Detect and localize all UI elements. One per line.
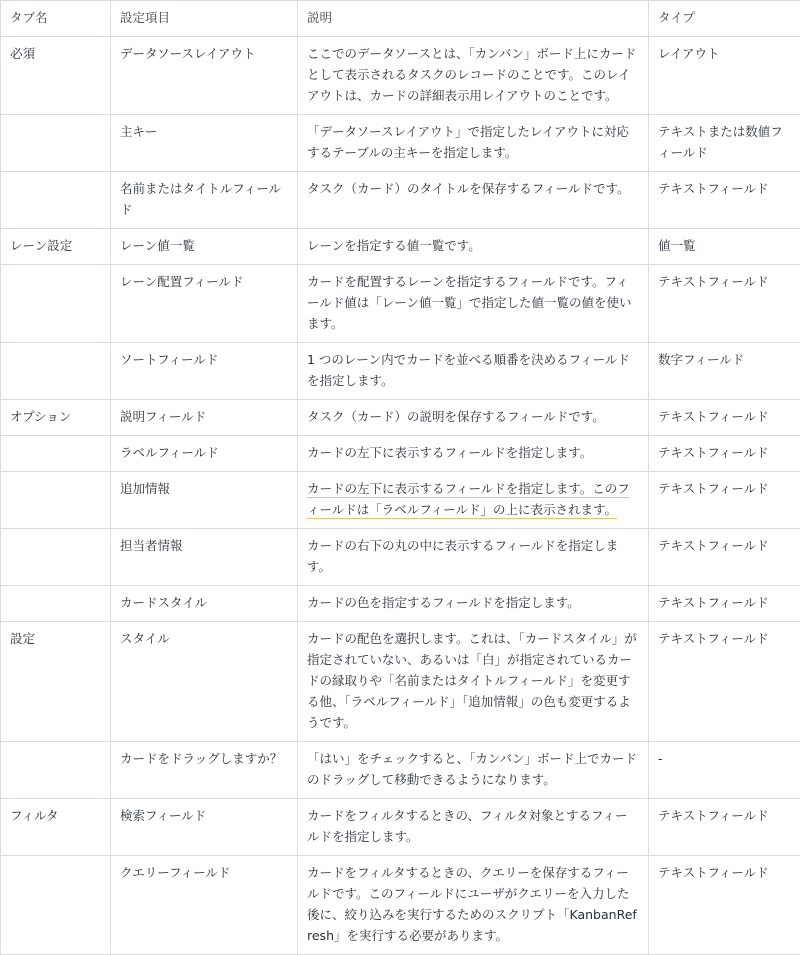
header-tab-name: タブ名 bbox=[1, 1, 111, 37]
cell-tab bbox=[1, 529, 111, 586]
cell-desc: カードの色を指定するフィールドを指定します。 bbox=[298, 586, 649, 622]
table-row bbox=[1, 856, 800, 955]
cell-desc: タスク（カード）のタイトルを保存するフィールドです。 bbox=[298, 172, 649, 229]
cell-type: テキストフィールド bbox=[649, 856, 800, 955]
cell-tab bbox=[1, 115, 111, 172]
highlighted-text: カードの左下に表示するフィールドを指定します。このフィールドは「ラベルフィールド」の上に表示されます。 bbox=[307, 481, 630, 519]
cell-desc: カードの配色を選択します。これは、「カードスタイル」が指定されていない、あるいは「白」が指定されているカードの縁取りや「名前またはタイトルフィールド」を変更する他、「ラベルフィールド」「追加情報」の色も変更するようです。 bbox=[298, 622, 649, 742]
cell-item: 検索フィールド bbox=[111, 799, 298, 856]
cell-desc: カードをフィルタするときの、フィルタ対象とするフィールドを指定します。 bbox=[298, 799, 649, 856]
cell-tab: レーン設定 bbox=[1, 229, 111, 265]
cell-type: テキストフィールド bbox=[649, 529, 800, 586]
header-description: 説明 bbox=[298, 1, 649, 37]
cell-item: 主キー bbox=[111, 115, 298, 172]
cell-tab bbox=[1, 343, 111, 400]
table-row bbox=[1, 265, 800, 343]
table-row bbox=[1, 37, 800, 115]
cell-tab bbox=[1, 472, 111, 529]
cell-tab bbox=[1, 172, 111, 229]
cell-tab bbox=[1, 586, 111, 622]
header-type: タイプ bbox=[649, 1, 800, 37]
cell-desc-highlighted bbox=[298, 472, 649, 529]
cell-type: テキストフィールド bbox=[649, 622, 800, 742]
cell-item: 追加情報 bbox=[111, 472, 298, 529]
table-row bbox=[1, 586, 800, 622]
cell-desc: カードの右下の丸の中に表示するフィールドを指定します。 bbox=[298, 529, 649, 586]
cell-desc: カードをフィルタするときの、クエリーを保存するフィールドです。このフィールドにユーザがクエリーを入力した後に、絞り込みを実行するためのスクリプト「KanbanRefresh」を実行する必要があります。 bbox=[298, 856, 649, 955]
cell-type: 数字フィールド bbox=[649, 343, 800, 400]
table-row bbox=[1, 400, 800, 436]
cell-type: テキストフィールド bbox=[649, 586, 800, 622]
table-row bbox=[1, 436, 800, 472]
cell-tab bbox=[1, 856, 111, 955]
cell-desc: カードの左下に表示するフィールドを指定します。 bbox=[298, 436, 649, 472]
cell-item: 説明フィールド bbox=[111, 400, 298, 436]
table-row bbox=[1, 115, 800, 172]
cell-desc: 1 つのレーン内でカードを並べる順番を決めるフィールドを指定します。 bbox=[298, 343, 649, 400]
cell-item: 担当者情報 bbox=[111, 529, 298, 586]
cell-tab bbox=[1, 265, 111, 343]
table-row bbox=[1, 799, 800, 856]
cell-type: テキストフィールド bbox=[649, 265, 800, 343]
cell-desc: レーンを指定する値一覧です。 bbox=[298, 229, 649, 265]
cell-item: レーン配置フィールド bbox=[111, 265, 298, 343]
header-setting-item: 設定項目 bbox=[111, 1, 298, 37]
cell-type: テキストフィールド bbox=[649, 799, 800, 856]
table-row bbox=[1, 172, 800, 229]
cell-desc: 「データソースレイアウト」で指定したレイアウトに対応するテーブルの主キーを指定します。 bbox=[298, 115, 649, 172]
cell-item: クエリーフィールド bbox=[111, 856, 298, 955]
cell-tab bbox=[1, 742, 111, 799]
cell-type: テキストフィールド bbox=[649, 172, 800, 229]
cell-tab bbox=[1, 436, 111, 472]
cell-type: 値一覧 bbox=[649, 229, 800, 265]
table-row bbox=[1, 229, 800, 265]
cell-item: 名前またはタイトルフィールド bbox=[111, 172, 298, 229]
cell-item: カードをドラッグしますか？ bbox=[111, 742, 298, 799]
cell-desc: タスク（カード）の説明を保存するフィールドです。 bbox=[298, 400, 649, 436]
cell-desc: 「はい」をチェックすると、「カンバン」ボード上でカードのドラッグして移動できるようになります。 bbox=[298, 742, 649, 799]
cell-item: レーン値一覧 bbox=[111, 229, 298, 265]
cell-tab: オプション bbox=[1, 400, 111, 436]
table-row bbox=[1, 343, 800, 400]
cell-item: スタイル bbox=[111, 622, 298, 742]
cell-type: テキストフィールド bbox=[649, 400, 800, 436]
cell-type: レイアウト bbox=[649, 37, 800, 115]
cell-item: カードスタイル bbox=[111, 586, 298, 622]
cell-item: ラベルフィールド bbox=[111, 436, 298, 472]
table-row bbox=[1, 529, 800, 586]
cell-type: テキストまたは数値フィールド bbox=[649, 115, 800, 172]
cell-desc: カードを配置するレーンを指定するフィールドです。フィールド値は「レーン値一覧」で指定した値一覧の値を使います。 bbox=[298, 265, 649, 343]
table-row bbox=[1, 742, 800, 799]
cell-type: - bbox=[649, 742, 800, 799]
cell-desc: ここでのデータソースとは、「カンバン」ボード上にカードとして表示されるタスクのレコードのことです。このレイアウトは、カードの詳細表示用レイアウトのことです。 bbox=[298, 37, 649, 115]
cell-tab: 必須 bbox=[1, 37, 111, 115]
header-row bbox=[1, 1, 800, 37]
cell-item: ソートフィールド bbox=[111, 343, 298, 400]
cell-item: データソースレイアウト bbox=[111, 37, 298, 115]
cell-type: テキストフィールド bbox=[649, 436, 800, 472]
table-row bbox=[1, 472, 800, 529]
cell-tab: 設定 bbox=[1, 622, 111, 742]
cell-type: テキストフィールド bbox=[649, 472, 800, 529]
table-row bbox=[1, 622, 800, 742]
cell-tab: フィルタ bbox=[1, 799, 111, 856]
